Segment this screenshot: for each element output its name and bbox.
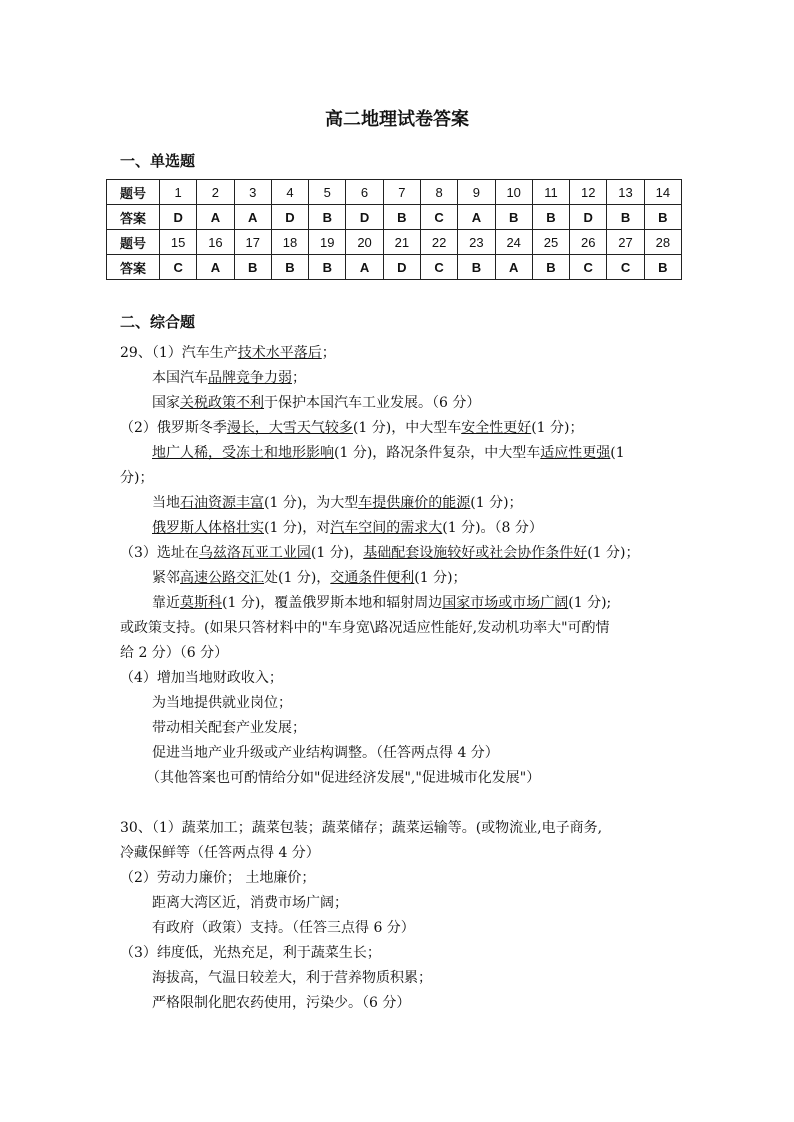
row-header: 答案 — [107, 255, 160, 280]
table-cell: C — [420, 205, 457, 230]
row-header: 答案 — [107, 205, 160, 230]
table-cell: B — [309, 205, 346, 230]
table-cell: C — [570, 255, 607, 280]
table-cell: B — [234, 255, 271, 280]
table-cell: B — [458, 255, 495, 280]
answer-line: （2）劳动力廉价； 土地廉价； — [120, 870, 316, 886]
table-cell: 16 — [197, 230, 234, 255]
answer-line: （其他答案也可酌情给分如"促进经济发展","促进城市化发展"） — [146, 770, 541, 786]
table-cell: B — [644, 255, 681, 280]
table-cell: 15 — [160, 230, 197, 255]
table-row — [107, 255, 682, 280]
table-cell: A — [458, 205, 495, 230]
table-cell: 6 — [346, 180, 383, 205]
table-cell: 7 — [383, 180, 420, 205]
table-cell: 1 — [160, 180, 197, 205]
table-cell: 11 — [532, 180, 569, 205]
answer-line: （3）纬度低，光热充足，利于蔬菜生长； — [120, 945, 381, 961]
section-heading-comprehensive: 二、综合题 — [120, 313, 196, 331]
table-cell: 13 — [607, 180, 644, 205]
table-cell: 3 — [234, 180, 271, 205]
table-cell: 22 — [420, 230, 457, 255]
table-cell: 23 — [458, 230, 495, 255]
table-cell: B — [495, 205, 532, 230]
answer-line: 俄罗斯人体格壮实(1 分)，对汽车空间的需求大(1 分)。（8 分） — [152, 520, 543, 536]
table-cell: B — [607, 205, 644, 230]
answer-line: （3）选址在乌兹洛瓦亚工业园(1 分)，基础配套设施较好或社会协作条件好(1 分)； — [120, 545, 640, 561]
row-header: 题号 — [107, 230, 160, 255]
table-cell: 20 — [346, 230, 383, 255]
table-cell: 18 — [271, 230, 308, 255]
table-cell: 17 — [234, 230, 271, 255]
table-cell: A — [346, 255, 383, 280]
table-cell: B — [532, 255, 569, 280]
table-cell: B — [383, 205, 420, 230]
answer-line: 距离大湾区近，消费市场广阔； — [152, 895, 348, 911]
table-cell: B — [309, 255, 346, 280]
table-cell: 12 — [570, 180, 607, 205]
answer-line: 分)； — [120, 470, 154, 486]
table-row — [107, 205, 682, 230]
page-title: 高二地理试卷答案 — [325, 109, 469, 130]
answer-line: 靠近莫斯科(1 分)，覆盖俄罗斯本地和辐射周边国家市场或市场广阔(1 分); — [152, 595, 612, 611]
table-cell: A — [234, 205, 271, 230]
table-cell: A — [197, 255, 234, 280]
table-row — [107, 180, 682, 205]
table-cell: 9 — [458, 180, 495, 205]
answer-line: 30、（1）蔬菜加工；蔬菜包装；蔬菜储存；蔬菜运输等。(或物流业,电子商务, — [120, 820, 603, 836]
table-cell: 8 — [420, 180, 457, 205]
answer-line: 地广人稀，受冻土和地形影响(1 分)，路况条件复杂，中大型车适应性更强(1 — [152, 445, 625, 461]
answer-line: 29、（1）汽车生产技术水平落后； — [120, 345, 336, 361]
answer-line: 海拔高，气温日较差大，利于营养物质积累； — [152, 970, 432, 986]
table-cell: 2 — [197, 180, 234, 205]
table-cell: B — [532, 205, 569, 230]
table-cell: 19 — [309, 230, 346, 255]
answer-line: 有政府（政策）支持。（任答三点得 6 分） — [152, 920, 415, 936]
table-cell: B — [271, 255, 308, 280]
answer-line: 紧邻高速公路交汇处(1 分)，交通条件便利(1 分)； — [152, 570, 467, 586]
answer-line: 冷藏保鲜等（任答两点得 4 分） — [120, 845, 320, 861]
table-cell: D — [383, 255, 420, 280]
table-cell: C — [160, 255, 197, 280]
table-cell: 24 — [495, 230, 532, 255]
table-cell: 10 — [495, 180, 532, 205]
answer-line: 或政策支持。(如果只答材料中的"车身宽\路况适应性能好,发动机功率大"可酌情 — [120, 620, 610, 636]
table-cell: D — [160, 205, 197, 230]
table-cell: 26 — [570, 230, 607, 255]
answer-line: 为当地提供就业岗位； — [152, 695, 292, 711]
answer-line: 国家关税政策不利于保护本国汽车工业发展。（6 分） — [152, 395, 481, 411]
table-cell: A — [495, 255, 532, 280]
table-cell: A — [197, 205, 234, 230]
table-cell: D — [346, 205, 383, 230]
answer-line: （2）俄罗斯冬季漫长，大雪天气较多(1 分)，中大型车安全性更好(1 分)； — [120, 420, 584, 436]
row-header: 题号 — [107, 180, 160, 205]
table-cell: 14 — [644, 180, 681, 205]
table-cell: B — [644, 205, 681, 230]
answer-line: 本国汽车品牌竞争力弱； — [152, 370, 306, 386]
table-cell: C — [420, 255, 457, 280]
answer-line: （4）增加当地财政收入； — [120, 670, 283, 686]
answer-line: 严格限制化肥农药使用，污染少。（6 分） — [152, 995, 411, 1011]
answer-line: 促进当地产业升级或产业结构调整。（任答两点得 4 分） — [152, 745, 499, 761]
answer-line: 当地石油资源丰富(1 分)，为大型车提供廉价的能源(1 分)； — [152, 495, 523, 511]
table-cell: 28 — [644, 230, 681, 255]
table-cell: 27 — [607, 230, 644, 255]
table-cell: 4 — [271, 180, 308, 205]
table-cell: 25 — [532, 230, 569, 255]
table-cell: 21 — [383, 230, 420, 255]
answer-table — [106, 179, 682, 280]
table-cell: C — [607, 255, 644, 280]
answer-line: 给 2 分）（6 分） — [120, 645, 229, 661]
answer-line: 带动相关配套产业发展； — [152, 720, 306, 736]
table-cell: D — [271, 205, 308, 230]
table-cell: D — [570, 205, 607, 230]
table-cell: 5 — [309, 180, 346, 205]
section-heading-single-choice: 一、单选题 — [120, 152, 196, 170]
table-row — [107, 230, 682, 255]
